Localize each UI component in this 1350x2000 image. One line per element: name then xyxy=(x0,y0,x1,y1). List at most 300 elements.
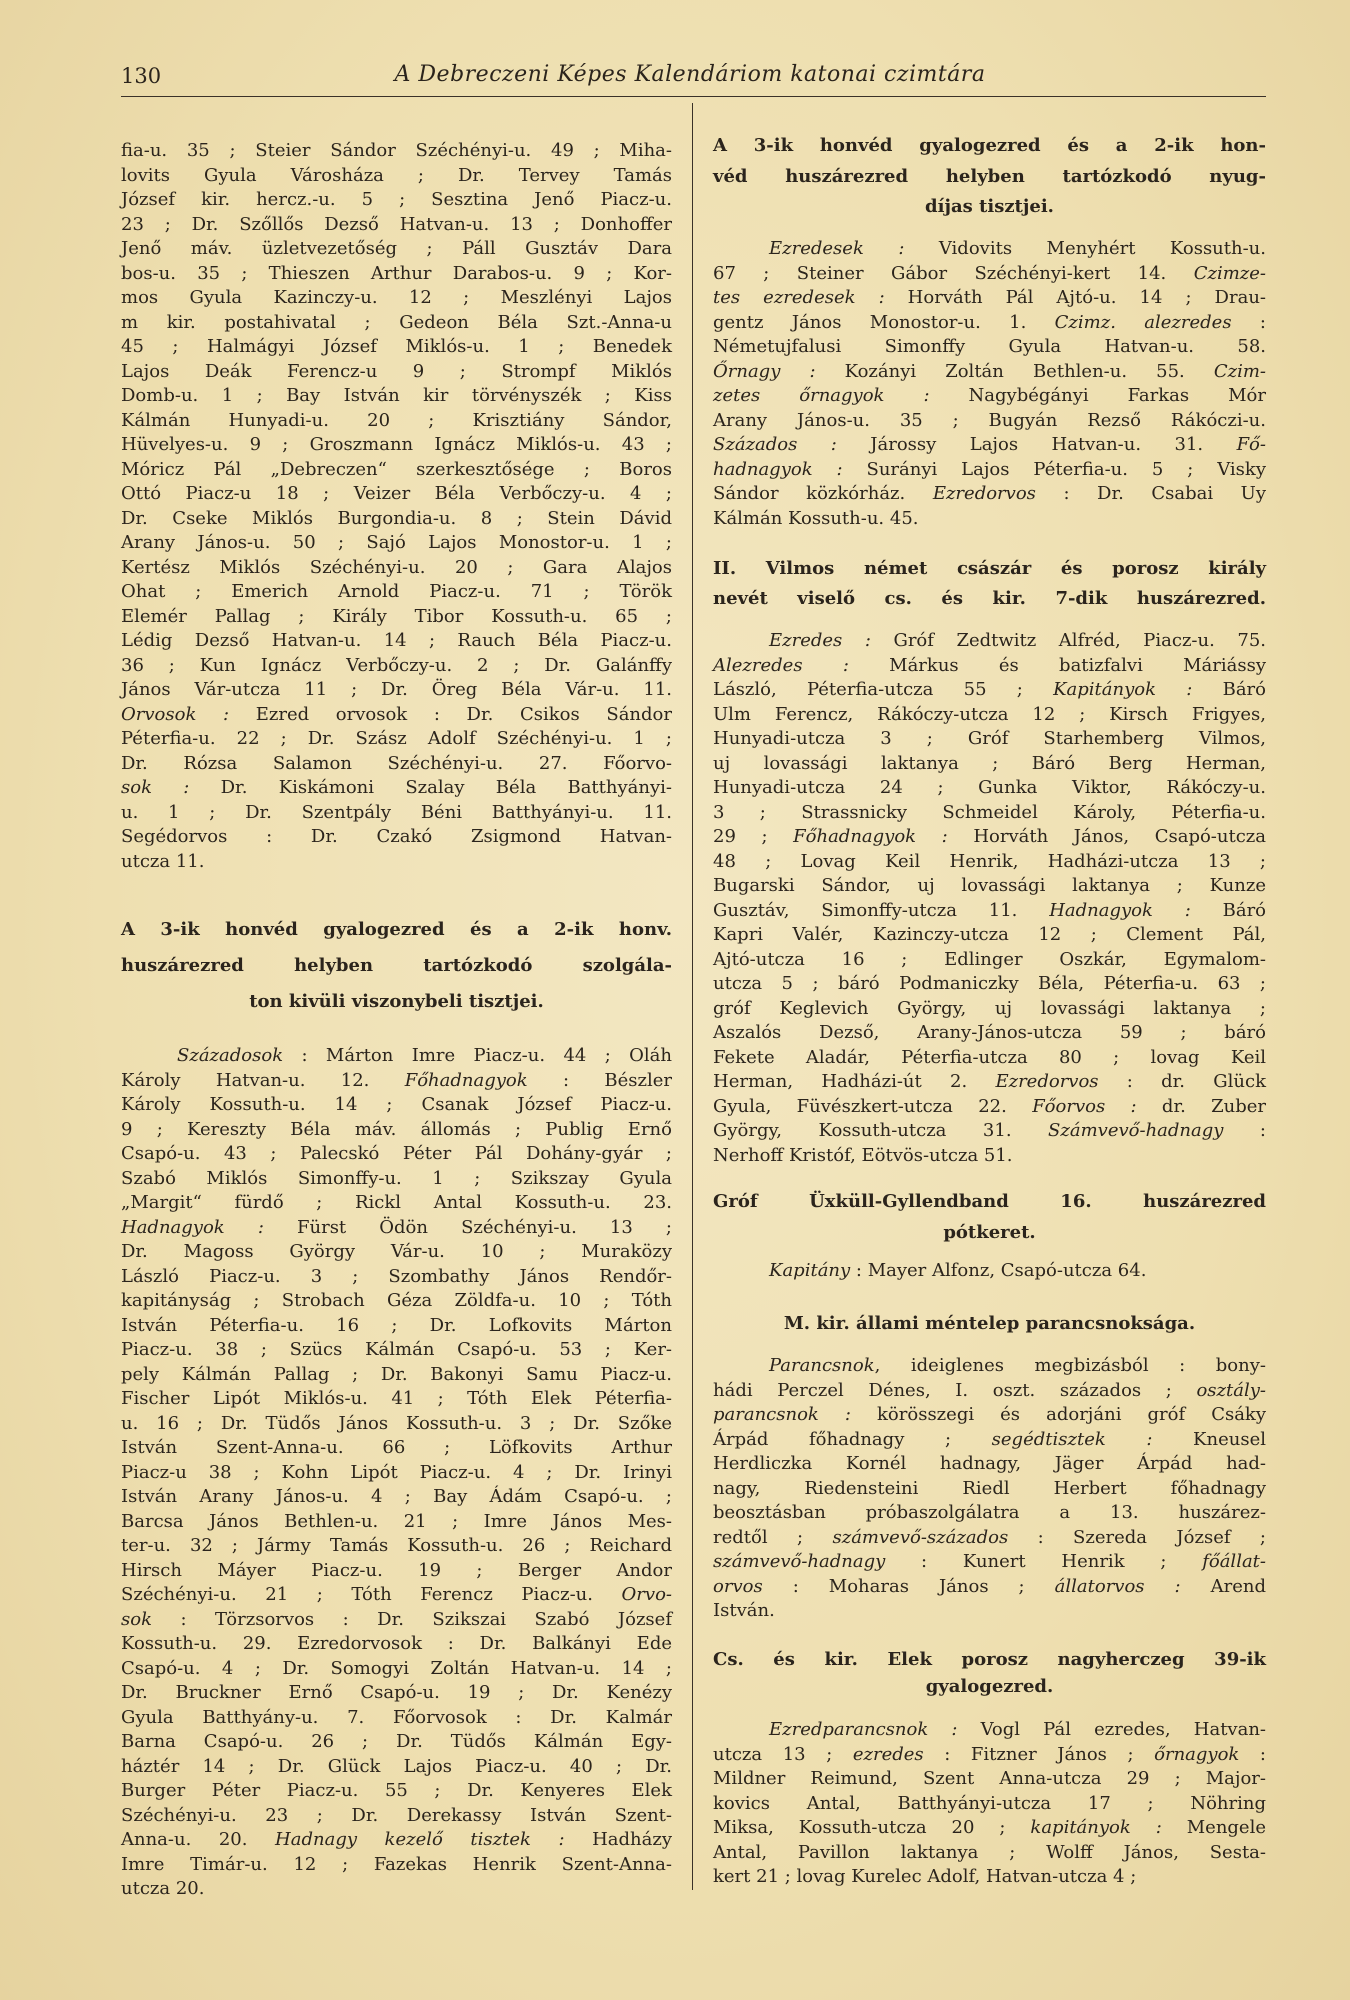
text-line xyxy=(121,237,672,262)
paragraph-stud-command xyxy=(713,1354,1266,1624)
italic-label: segédtisztek : xyxy=(991,1428,1153,1450)
text-segment: redtől ; xyxy=(713,1526,833,1548)
text-segment: nagy, Riedensteini Riedl Herbert főhadnagy xyxy=(713,1477,1266,1499)
text-line xyxy=(121,1289,672,1314)
text-segment: utcza 11. xyxy=(121,850,205,872)
text-segment: u. 1 ; Dr. Szentpály Béni Batthyányi-u. 11. xyxy=(121,801,672,823)
text-segment: dr. Zuber xyxy=(1136,1095,1266,1117)
text-line xyxy=(121,850,672,875)
text-segment: Nagybégányi Farkas Mór xyxy=(929,385,1267,406)
text-segment: 45 ; Halmágyi József Miklós-u. 1 ; Benedek xyxy=(121,336,672,357)
text-line xyxy=(713,1550,1266,1575)
text-segment: Nerhoff Kristóf, Eötvös-utcza 51. xyxy=(713,1144,1013,1166)
italic-label: Orvosok : xyxy=(121,703,230,725)
text-segment: Dr. Kiskámoni Szalay Béla Batthyányi- xyxy=(189,777,672,798)
text-line xyxy=(713,1428,1266,1453)
text-segment: mos Gyula Kazinczy-u. 12 ; Meszlényi Lajos xyxy=(121,287,672,308)
text-segment: Széchényi-u. 23 ; Dr. Derekassy István Szent- xyxy=(121,1804,672,1826)
text-segment: Báró xyxy=(1192,679,1266,700)
italic-label: Orvo- xyxy=(621,1584,672,1605)
text-line xyxy=(121,678,672,703)
text-segment: : xyxy=(1223,1120,1267,1141)
header-rule xyxy=(121,96,1266,97)
text-line xyxy=(713,1575,1266,1600)
text-line xyxy=(121,1804,672,1829)
text-line xyxy=(713,923,1266,948)
text-line xyxy=(713,1792,1266,1817)
text-line xyxy=(713,874,1266,899)
text-line xyxy=(121,360,672,385)
text-line xyxy=(713,997,1266,1022)
text-segment: Elemér Pallag ; Király Tibor Kossuth-u. 65 ; xyxy=(121,605,672,627)
italic-label: Főhadnagyok xyxy=(404,1069,528,1091)
text-line xyxy=(121,1779,672,1804)
text-line xyxy=(713,1526,1266,1551)
text-segment: gentz János Monostor-u. 1. xyxy=(713,311,1055,333)
text-segment: Sándor közkórház. xyxy=(713,483,933,504)
text-segment: Németujfalusi Simonffy Gyula Hatvan-u. 58. xyxy=(713,336,1266,357)
text-segment: utcza 5 ; báró Podmaniczky Béla, Péterfia-u. 63 ; xyxy=(713,973,1266,994)
italic-label: sok : xyxy=(121,777,190,798)
text-line xyxy=(121,801,672,826)
text-segment: : Dr. Csabai Uy xyxy=(1035,483,1266,504)
text-segment: Herman, Hadházi-út 2. xyxy=(713,1071,996,1092)
italic-label: Czim- xyxy=(1213,360,1267,382)
text-segment: Kneusel xyxy=(1152,1428,1266,1450)
text-line xyxy=(713,1767,1266,1792)
text-line xyxy=(121,1853,672,1878)
italic-label: Ezredes : xyxy=(769,630,871,651)
italic-label: osztály- xyxy=(1196,1379,1266,1401)
text-segment: János Vár-utcza 11 ; Dr. Öreg Béla Vár-u. 11. xyxy=(121,679,672,700)
text-line xyxy=(121,1877,672,1902)
italic-label: hadnagyok : xyxy=(713,458,843,480)
text-line xyxy=(121,1216,672,1241)
text-segment: Járossy Lajos Hatvan-u. 31. xyxy=(836,434,1237,455)
text-line xyxy=(121,1608,672,1633)
text-line xyxy=(713,801,1266,826)
italic-label: főállat- xyxy=(1202,1551,1266,1572)
text-segment: 3 ; Strassnicky Schmeidel Károly, Péterfia-u. xyxy=(713,801,1266,823)
text-segment: Domb-u. 1 ; Bay István kir törvényszék ; Kiss xyxy=(121,385,672,406)
heading-line xyxy=(121,912,672,948)
text-segment: A 3-ik honvéd gyalogezred és a 2-ik hon- xyxy=(713,135,1266,156)
section-heading-retired-officers xyxy=(713,131,1266,223)
text-segment: pely Kálmán Pallag ; Dr. Bakonyi Samu Piacz-u. xyxy=(121,1363,672,1385)
text-line xyxy=(121,1681,672,1706)
text-segment: , ideiglenes megbizásból : bony- xyxy=(874,1355,1266,1376)
text-line xyxy=(121,654,672,679)
text-segment: Hüvelyes-u. 9 ; Groszmann Ignácz Miklós-u. 43 ; xyxy=(121,434,672,455)
text-segment: Bugarski Sándor, uj lovassági laktanya ; Kunze xyxy=(713,875,1266,896)
text-line xyxy=(713,654,1266,679)
text-segment: II. Vilmos német császár és porosz király xyxy=(713,558,1266,579)
text-line xyxy=(121,1412,672,1437)
text-line xyxy=(713,1095,1266,1120)
text-segment: Arend xyxy=(1180,1575,1266,1597)
text-line xyxy=(713,776,1266,801)
text-segment: Horváth János, Csapó-utcza xyxy=(947,826,1267,847)
text-segment: Hunyadi-utcza 24 ; Gunka Viktor, Rákóczy-u. xyxy=(713,777,1266,798)
text-segment: Imre Timár-u. 12 ; Fazekas Henrik Szent-Anna- xyxy=(121,1853,672,1875)
text-segment: Horváth Pál Ajtó-u. 14 ; Drau- xyxy=(884,287,1266,308)
text-segment: Kertész Miklós Széchényi-u. 20 ; Gara Alajos xyxy=(121,556,672,578)
text-line xyxy=(713,727,1266,752)
italic-label: Czimze- xyxy=(1193,262,1266,284)
text-segment: Csapó-u. 43 ; Palecskó Péter Pál Dohány-gyár ; xyxy=(121,1143,672,1164)
italic-label: Számvevő-hadnagy xyxy=(1048,1120,1224,1141)
heading-line xyxy=(713,1186,1266,1217)
text-line xyxy=(121,1706,672,1731)
text-segment: Gyula, Füvészkert-utcza 22. xyxy=(713,1095,1033,1117)
text-segment: Herdliczka Kornél hadnagy, Jäger Árpád had- xyxy=(713,1453,1266,1474)
italic-label: orvos xyxy=(713,1575,763,1597)
italic-label: Fő- xyxy=(1236,434,1266,455)
italic-label: őrnagyok xyxy=(1154,1743,1240,1765)
italic-label: Ezredesek : xyxy=(769,238,905,259)
text-segment: pótkeret. xyxy=(943,1222,1036,1243)
text-segment: Móricz Pál „Debreczen“ szerkesztősége ; Boros xyxy=(121,458,672,480)
heading-line xyxy=(713,554,1266,584)
text-segment: M. kir. állami méntelep parancsnoksága. xyxy=(783,1313,1196,1334)
text-segment: Kálmán Hunyadi-u. 20 ; Krisztiány Sándor, xyxy=(121,409,672,431)
text-segment: Károly Kossuth-u. 14 ; Csanak József Piacz-u. xyxy=(121,1094,672,1115)
text-line xyxy=(121,825,672,850)
italic-label: Ezredorvos xyxy=(995,1071,1099,1092)
italic-label: számvevő-százados xyxy=(832,1526,1009,1548)
text-line xyxy=(713,286,1266,311)
heading-line xyxy=(713,1217,1266,1248)
italic-label: Kapitányok : xyxy=(1053,679,1193,700)
text-segment: kapitányság ; Strobach Géza Zöldfa-u. 10 ; Tóth xyxy=(121,1290,672,1311)
text-segment: István Péterfia-u. 16 ; Dr. Lofkovits Márton xyxy=(121,1314,672,1336)
text-line xyxy=(713,1452,1266,1477)
italic-label: parancsnok : xyxy=(713,1404,851,1425)
text-segment: Csapó-u. 4 ; Dr. Somogyi Zoltán Hatvan-u. 14 ; xyxy=(121,1657,672,1679)
italic-label: kapitányok : xyxy=(1030,1817,1162,1838)
text-segment: Kozányi Zoltán Bethlen-u. 55. xyxy=(815,360,1214,382)
text-line xyxy=(121,1044,672,1069)
text-line xyxy=(121,1730,672,1755)
italic-label: állatorvos : xyxy=(1054,1575,1181,1597)
italic-label: számvevő-hadnagy xyxy=(713,1551,886,1572)
text-line xyxy=(121,482,672,507)
text-line xyxy=(713,703,1266,728)
text-segment: : Márton Imre Piacz-u. 44 ; Oláh xyxy=(283,1045,672,1066)
text-line xyxy=(121,752,672,777)
text-segment: „Margit“ fürdő ; Rickl Antal Kossuth-u. 23. xyxy=(121,1192,672,1213)
text-segment: Hirsch Máyer Piacz-u. 19 ; Berger Andor xyxy=(121,1559,672,1581)
text-segment: György, Kossuth-utcza 31. xyxy=(713,1120,1049,1141)
heading-line xyxy=(713,131,1266,162)
text-segment: László Piacz-u. 3 ; Szombathy János Rendőr- xyxy=(121,1265,672,1287)
italic-label: Ezredorvos xyxy=(932,483,1036,504)
text-line xyxy=(713,1046,1266,1071)
italic-label: Czimz. alezredes xyxy=(1054,311,1232,333)
text-line xyxy=(121,1436,672,1461)
text-segment: 48 ; Lovag Keil Henrik, Hadházi-utcza 13 ; xyxy=(713,850,1266,872)
text-segment: Piacz-u 38 ; Kohn Lipót Piacz-u. 4 ; Dr. Irinyi xyxy=(121,1461,672,1483)
text-line xyxy=(121,629,672,654)
text-segment: kovics Antal, Batthyányi-utcza 17 ; Nöhring xyxy=(713,1792,1266,1814)
text-segment: Barcsa János Bethlen-u. 21 ; Imre János Mes- xyxy=(121,1510,672,1532)
text-line xyxy=(713,678,1266,703)
text-segment: 36 ; Kun Ignácz Verbőczy-u. 2 ; Dr. Galánffy xyxy=(121,654,672,676)
text-segment: Ohat ; Emerich Arnold Piacz-u. 71 ; Török xyxy=(121,581,672,602)
text-segment: gyalogezred. xyxy=(925,1676,1054,1697)
italic-label: Hadnagyok : xyxy=(1049,899,1191,921)
text-line xyxy=(121,409,672,434)
text-segment: körösszegi és adorjáni gróf Csáky xyxy=(850,1404,1267,1425)
running-title: A Debreczeni Képes Kalendáriom katonai czimtára xyxy=(394,62,986,87)
text-line xyxy=(713,1816,1266,1841)
text-line xyxy=(713,311,1266,336)
text-line xyxy=(121,580,672,605)
text-segment: István Arany János-u. 4 ; Bay Ádám Csapó-u. ; xyxy=(121,1486,672,1507)
text-segment: : Mayer Alfonz, Csapó-utcza 64. xyxy=(850,1260,1147,1281)
italic-label: tes ezredesek : xyxy=(713,287,885,308)
text-line xyxy=(713,629,1266,654)
text-line xyxy=(121,1828,672,1853)
text-segment: Fekete Aladár, Péterfia-utcza 80 ; lovag Keil xyxy=(713,1046,1266,1068)
text-segment: 23 ; Dr. Szőllős Dezső Hatvan-u. 13 ; Donhoffer xyxy=(121,213,672,235)
text-line xyxy=(121,531,672,556)
italic-label: ezredes xyxy=(852,1743,924,1765)
text-segment: Károly Hatvan-u. 12. xyxy=(121,1069,405,1091)
text-segment: Mildner Reimund, Szent Anna-utcza 29 ; Major- xyxy=(713,1768,1266,1789)
text-line xyxy=(713,1144,1266,1169)
italic-label: Századosok xyxy=(177,1045,284,1066)
text-line xyxy=(121,1167,672,1192)
text-line xyxy=(121,1461,672,1486)
text-segment: 29 ; xyxy=(713,826,794,847)
italic-label: Hadnagyok : xyxy=(121,1216,264,1238)
text-segment: Péterfia-u. 22 ; Dr. Szász Adolf Széchényi-u. 1 ; xyxy=(121,728,672,749)
text-line xyxy=(121,458,672,483)
text-segment: : Bészler xyxy=(527,1069,672,1091)
text-line xyxy=(713,262,1266,287)
text-line xyxy=(121,1632,672,1657)
text-segment: uj lovassági laktanya ; Báró Berg Herman, xyxy=(713,752,1266,774)
text-segment: Kálmán Kossuth-u. 45. xyxy=(713,507,919,529)
text-segment: véd huszárezred helyben tartózkodó nyug- xyxy=(713,165,1266,187)
text-line xyxy=(713,1865,1266,1890)
section-heading-39th-infantry xyxy=(713,1646,1266,1700)
italic-label: Százados : xyxy=(713,434,837,455)
text-segment: u. 16 ; Dr. Tüdős János Kossuth-u. 3 ; Dr. Szőke xyxy=(121,1412,672,1434)
text-line xyxy=(121,1142,672,1167)
italic-label: Kapitány xyxy=(769,1260,851,1281)
text-segment: huszárezred helyben tartózkodó szolgála- xyxy=(121,955,672,976)
text-line xyxy=(121,262,672,287)
text-segment: Dr. Magoss György Vár-u. 10 ; Muraközy xyxy=(121,1241,672,1262)
text-line xyxy=(713,1119,1266,1144)
text-line xyxy=(121,1265,672,1290)
text-segment: Mengele xyxy=(1161,1817,1266,1838)
heading-line xyxy=(713,192,1266,223)
text-line xyxy=(121,776,672,801)
text-segment: István. xyxy=(713,1600,775,1621)
italic-label: Alezredes : xyxy=(713,654,849,676)
text-line xyxy=(121,1118,672,1143)
text-line xyxy=(121,1191,672,1216)
text-segment: Barna Csapó-u. 26 ; Dr. Tüdős Kálmán Egy- xyxy=(121,1731,672,1752)
text-line xyxy=(121,1338,672,1363)
italic-label: Őrnagy : xyxy=(713,360,816,382)
text-line xyxy=(121,188,672,213)
text-segment: Ezred orvosok : Dr. Csikos Sándor xyxy=(229,703,672,725)
text-segment: 9 ; Kereszty Béla máv. állomás ; Publig Ernő xyxy=(121,1118,672,1140)
section-heading-16th-hussars-reserve xyxy=(713,1186,1266,1248)
text-line xyxy=(713,972,1266,997)
text-segment: Burger Péter Piacz-u. 55 ; Dr. Kenyeres Elek xyxy=(121,1780,672,1801)
text-segment: gróf Keglevich György, uj lovassági laktanya ; xyxy=(713,997,1266,1019)
text-segment: bos-u. 35 ; Thieszen Arthur Darabos-u. 9 ; Kor- xyxy=(121,262,672,284)
text-segment: Báró xyxy=(1190,899,1267,921)
page-number: 130 xyxy=(121,64,162,88)
text-line xyxy=(713,1379,1266,1404)
text-segment: Aszalós Dezső, Arany-János-utcza 59 ; báró xyxy=(713,1022,1266,1043)
text-segment: : dr. Glück xyxy=(1098,1071,1266,1092)
section-heading-7th-hussars xyxy=(713,554,1266,614)
heading-line xyxy=(713,1673,1266,1700)
paragraph-39th-infantry xyxy=(713,1718,1266,1890)
text-line xyxy=(713,1501,1266,1526)
text-line xyxy=(713,1743,1266,1768)
text-segment: István Szent-Anna-u. 66 ; Löfkovits Arthur xyxy=(121,1437,672,1458)
heading-line xyxy=(121,948,672,984)
text-segment: Gusztáv, Simonffy-utcza 11. xyxy=(713,899,1050,921)
text-segment: lovits Gyula Városháza ; Dr. Tervey Tamás xyxy=(121,164,672,186)
text-segment: Piacz-u. 38 ; Szücs Kálmán Csapó-u. 53 ; Ker- xyxy=(121,1339,672,1360)
text-segment: Lajos Deák Ferencz-u 9 ; Strompf Miklós xyxy=(121,360,672,382)
italic-label: Főorvos : xyxy=(1032,1095,1137,1117)
text-line xyxy=(121,286,672,311)
text-line xyxy=(713,850,1266,875)
text-line xyxy=(121,1069,672,1094)
text-line xyxy=(121,335,672,360)
text-line xyxy=(713,360,1266,385)
text-segment: : xyxy=(1239,1743,1266,1765)
text-line xyxy=(713,899,1266,924)
text-line xyxy=(121,1093,672,1118)
text-segment: Gróf Zedtwitz Alfréd, Piacz-u. 75. xyxy=(870,630,1266,651)
text-segment: Hadházy xyxy=(564,1829,672,1850)
text-line xyxy=(121,1657,672,1682)
text-segment: Segédorvos : Dr. Czakó Zsigmond Hatvan- xyxy=(121,826,672,847)
text-line xyxy=(121,1583,672,1608)
paragraph-retired-officers xyxy=(713,237,1266,531)
text-segment: Dr. Rózsa Salamon Széchényi-u. 27. Főorvo- xyxy=(121,752,672,774)
text-line xyxy=(713,1718,1266,1743)
text-segment: Kossuth-u. 29. Ezredorvosok : Dr. Balkányi Ede xyxy=(121,1633,672,1654)
text-line xyxy=(121,1387,672,1412)
text-segment: Árpád főhadnagy ; xyxy=(713,1428,992,1450)
text-segment: hádi Perczel Dénes, I. oszt. százados ; xyxy=(713,1379,1197,1401)
text-segment: : Moharas János ; xyxy=(762,1575,1055,1597)
text-segment: Széchényi-u. 21 ; Tóth Ferencz Piacz-u. xyxy=(121,1584,622,1605)
text-line xyxy=(713,1070,1266,1095)
text-line xyxy=(121,1534,672,1559)
text-segment: : Törzsorvos : Dr. Szikszai Szabó József xyxy=(151,1608,672,1630)
text-line xyxy=(121,507,672,532)
text-line xyxy=(121,703,672,728)
text-line xyxy=(713,409,1266,434)
text-line xyxy=(713,1354,1266,1379)
text-segment: Cs. és kir. Elek porosz nagyherczeg 39-ik xyxy=(713,1649,1266,1670)
text-line xyxy=(713,1841,1266,1866)
text-segment: Gróf Üxküll-Gyllendband 16. huszárezred xyxy=(713,1191,1266,1212)
text-segment: Ulm Ferencz, Rákóczy-utcza 12 ; Kirsch Frigyes, xyxy=(713,703,1266,725)
text-segment: Fischer Lipót Miklós-u. 41 ; Tóth Elek Péterfia- xyxy=(121,1388,672,1409)
section-heading-reserve-officers xyxy=(121,912,672,1020)
paragraph-left-continuation xyxy=(121,139,672,874)
text-segment: : Szereda József ; xyxy=(1008,1526,1266,1548)
text-segment: Ajtó-utcza 16 ; Edlinger Oszkár, Egymalom- xyxy=(713,948,1266,970)
text-line xyxy=(121,164,672,189)
text-segment: Miksa, Kossuth-utcza 20 ; xyxy=(713,1817,1031,1838)
text-segment: Lédig Dezső Hatvan-u. 14 ; Rauch Béla Piacz-u. xyxy=(121,630,672,651)
text-segment: József kir. hercz.-u. 5 ; Sesztina Jenő Piacz-u. xyxy=(121,189,672,210)
text-line xyxy=(121,1485,672,1510)
text-line xyxy=(121,311,672,336)
paragraph-reserve-officers xyxy=(121,1044,672,1902)
text-line xyxy=(121,556,672,581)
text-line xyxy=(713,237,1266,262)
text-segment: Jenő máv. üzletvezetőség ; Páll Gusztáv Dara xyxy=(121,238,672,259)
text-segment: ton kivüli viszonybeli tisztjei. xyxy=(249,991,544,1012)
text-line xyxy=(713,433,1266,458)
text-segment: 67 ; Steiner Gábor Széchényi-kert 14. xyxy=(713,262,1194,284)
text-line xyxy=(121,727,672,752)
text-segment: Szabó Miklós Simonffy-u. 1 ; Szikszay Gyula xyxy=(121,1167,672,1189)
paragraph-7th-hussars xyxy=(713,629,1266,1168)
text-line xyxy=(713,507,1266,532)
text-segment: : xyxy=(1231,311,1266,333)
text-line xyxy=(121,139,672,164)
text-line xyxy=(121,384,672,409)
text-line xyxy=(713,948,1266,973)
text-segment: nevét viselő cs. és kir. 7-dik huszárezred. xyxy=(713,588,1266,609)
text-segment: : Kunert Henrik ; xyxy=(885,1551,1203,1572)
text-line xyxy=(121,605,672,630)
text-segment: Ottó Piacz-u 18 ; Veizer Béla Verbőczy-u. 4 ; xyxy=(121,483,672,504)
text-line xyxy=(713,1477,1266,1502)
text-segment: Kapri Valér, Kazinczy-utcza 12 ; Clement Pál, xyxy=(713,924,1266,945)
heading-line xyxy=(713,162,1266,193)
text-segment: Gyula Batthyány-u. 7. Főorvosok : Dr. Kalmár xyxy=(121,1706,672,1728)
text-segment: Arany János-u. 50 ; Sajó Lajos Monostor-u. 1 ; xyxy=(121,532,672,553)
text-line xyxy=(713,1403,1266,1428)
text-segment: kert 21 ; lovag Kurelec Adolf, Hatvan-utcza 4 ; xyxy=(713,1866,1137,1887)
text-line xyxy=(121,1363,672,1388)
text-segment: háztér 14 ; Dr. Glück Lajos Piacz-u. 40 ; Dr. xyxy=(121,1755,672,1777)
text-segment: fia-u. 35 ; Steier Sándor Széchényi-u. 49 ; Miha- xyxy=(121,140,672,161)
text-segment: : Fitzner János ; xyxy=(923,1743,1155,1765)
text-segment: Dr. Bruckner Ernő Csapó-u. 19 ; Dr. Kenézy xyxy=(121,1682,672,1703)
text-line xyxy=(121,1510,672,1535)
text-line xyxy=(713,384,1266,409)
text-line xyxy=(121,1559,672,1584)
text-segment: Dr. Cseke Miklós Burgondia-u. 8 ; Stein Dávid xyxy=(121,507,672,529)
text-line xyxy=(713,458,1266,483)
italic-label: Parancsnok xyxy=(769,1355,875,1376)
text-segment: Hunyadi-utcza 3 ; Gróf Starhemberg Vilmos, xyxy=(713,728,1266,749)
text-segment: Fürst Ödön Széchényi-u. 13 ; xyxy=(263,1216,672,1238)
text-segment: díjas tisztjei. xyxy=(925,196,1054,217)
text-line xyxy=(121,1755,672,1780)
italic-label: zetes őrnagyok : xyxy=(713,385,930,406)
